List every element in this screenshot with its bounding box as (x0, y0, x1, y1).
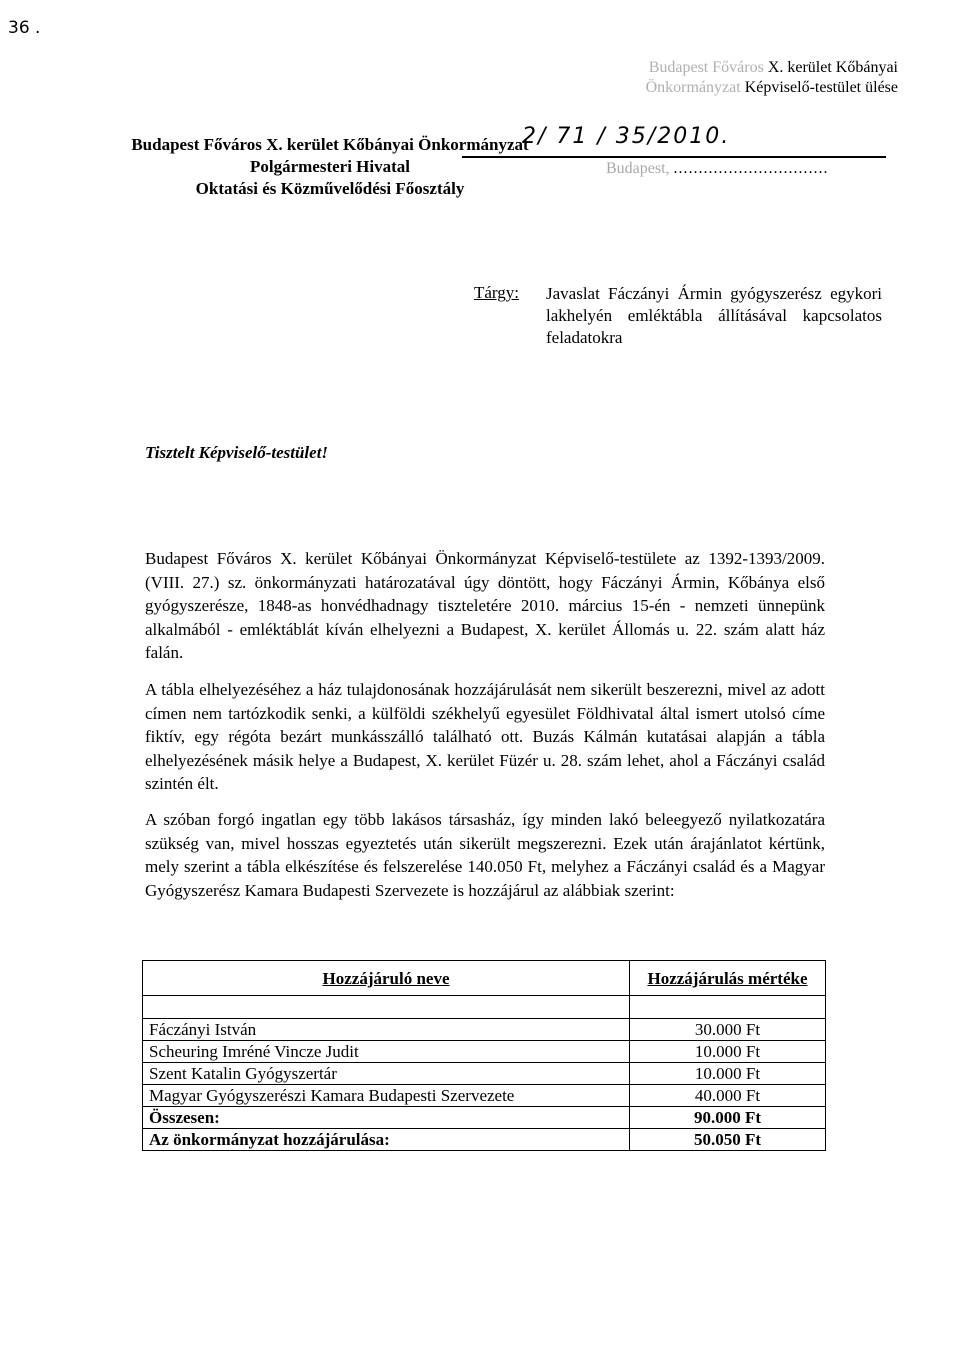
table-row (143, 1085, 826, 1107)
registration-stamp (598, 58, 898, 98)
municipal-contribution-amount: 50.050 Ft (630, 1129, 826, 1151)
contributor-name: Scheuring Imréné Vincze Judit (143, 1041, 630, 1063)
contribution-table (142, 960, 826, 1151)
stamp-line-1-faded: Budapest Főváros (648, 59, 764, 76)
stamp-line-2 (598, 78, 898, 98)
contribution-amount: 40.000 Ft (630, 1085, 826, 1107)
header-contributor-name: Hozzájáruló neve (143, 961, 630, 996)
contribution-amount: 30.000 Ft (630, 1019, 826, 1041)
stamp-reference-number: 2/ 71 / 35/2010. (522, 124, 731, 149)
subject-text: Javaslat Fáczányi Ármin gyógyszerész egykori lakhelyén emléktábla állításával kapcsolatos feladatokra (546, 284, 882, 347)
spacer-cell (143, 996, 630, 1019)
table-total-row (143, 1107, 826, 1129)
stamp-line-2-text: Képviselő-testület ülése (744, 79, 898, 96)
paragraph-1: Budapest Főváros X. kerület Kőbányai Önkormányzat Képviselő-testülete az 1392-1393/2009.(VIII. 27.) sz. önkormányzati határozatával úgy döntött, hogy Fáczányi Ármin, Kőbánya első gyógyszerésze, 1848-as honvédhadnagy tiszteletére 2010. március 15-én - nemzeti ünnepünk alkalmából - emléktáblát kíván elhelyezni a Budapest, X. kerület Állomás u. 22. szám alatt ház falán. (145, 549, 825, 662)
spacer-cell (630, 996, 826, 1019)
stamp-date-dots: ............................... (673, 160, 829, 177)
issuer-line-2: Polgármesteri Hivatal (249, 157, 411, 176)
contributor-name: Fáczányi István (143, 1019, 630, 1041)
table-header-row (143, 961, 826, 996)
stamp-line-2-faded: Önkormányzat (645, 79, 741, 96)
table-row (143, 1063, 826, 1085)
issuer-line-1: Budapest Főváros X. kerület Kőbányai Önkormányzat (131, 135, 529, 154)
stamp-line-1-text: X. kerület Kőbányai (767, 59, 898, 76)
table-spacer-row (143, 996, 826, 1019)
municipal-contribution-label: Az önkormányzat hozzájárulása: (143, 1129, 630, 1151)
table-row (143, 1019, 826, 1041)
paragraph-2: A tábla elhelyezéséhez a ház tulajdonosának hozzájárulását nem sikerült beszerezni, mivel az adott címen nem tartózkodik senki, a külföldi székhelyű egyesület Földhivatal által ismert utolsó címe fiktív, egy régóta bezárt munkásszálló található ott. Buzás Kálmán kutatásai alapján a tábla elhelyezésének másik helye a Budapest, X. kerület Füzér u. 28. szám lehet, ahol a Fáczányi család szintén élt. (145, 680, 825, 793)
contribution-amount: 10.000 Ft (630, 1041, 826, 1063)
issuer-block (128, 134, 532, 200)
table-row (143, 1041, 826, 1063)
header-contribution-amount: Hozzájárulás mértéke (630, 961, 826, 996)
contributor-name: Szent Katalin Gyógyszertár (143, 1063, 630, 1085)
page-number-mark: 36 . (8, 18, 41, 38)
stamp-date-label: Budapest, (606, 160, 670, 177)
contributor-name: Magyar Gyógyszerészi Kamara Budapesti Szervezete (143, 1085, 630, 1107)
issuer-line-3: Oktatási és Közművelődési Főosztály (195, 179, 465, 198)
salutation: Tisztelt Képviselő-testület! (145, 443, 329, 462)
subject-label: Tárgy: (474, 283, 520, 302)
table-municipal-row (143, 1129, 826, 1151)
total-label: Összesen: (143, 1107, 630, 1129)
paragraph-3: A szóban forgó ingatlan egy több lakásos társasház, így minden lakó beleegyező nyilatkozatára szükség van, mivel hosszas egyeztetés után sikerült megszerezni. Ezek után árajánlatot kértünk, mely szerint a tábla elkészítése és felszerelése 140.050 Ft, melyhez a Fáczányi család és a Magyar Gyógyszerész Kamara Budapesti Szervezete is hozzájárul az alábbiak szerint: (145, 810, 825, 900)
stamp-line-1 (598, 58, 898, 78)
total-amount: 90.000 Ft (630, 1107, 826, 1129)
contribution-amount: 10.000 Ft (630, 1063, 826, 1085)
stamp-date-line (606, 160, 886, 178)
